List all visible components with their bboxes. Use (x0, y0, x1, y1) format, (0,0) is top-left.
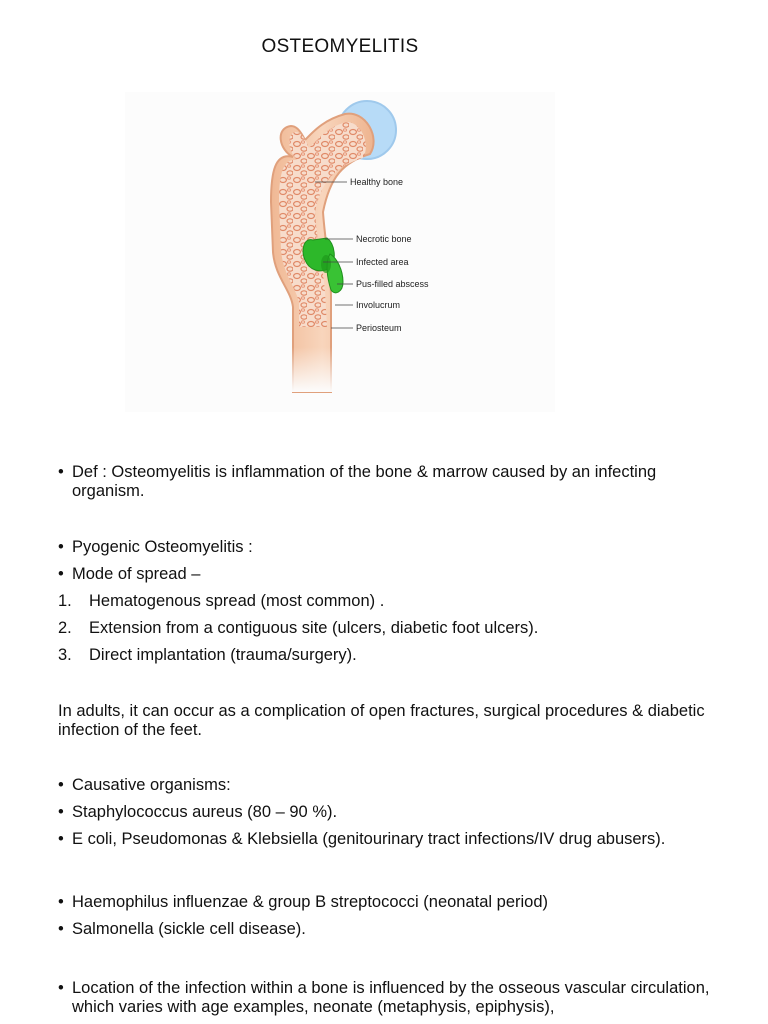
label-involucrum: Involucrum (356, 300, 401, 310)
pyogenic-section (58, 538, 718, 665)
page-title: OSTEOMYELITIS (261, 36, 419, 57)
pyogenic-heading: • Pyogenic Osteomyelitis : (58, 538, 718, 557)
other-organisms (58, 893, 718, 939)
organism-item: • Salmonella (sickle cell disease). (58, 920, 718, 939)
organism-item: • E coli, Pseudomonas & Klebsiella (genitourinary tract infections/IV drug abusers). (58, 830, 718, 849)
infected-core (321, 255, 331, 273)
mode-of-spread: • Mode of spread – (58, 565, 718, 584)
spread-item: 2. Extension from a contiguous site (ulcers, diabetic foot ulcers). (58, 619, 539, 637)
causative-heading: • Causative organisms: (58, 776, 718, 795)
label-periosteum: Periosteum (356, 323, 402, 333)
spread-item: 3. Direct implantation (trauma/surgery). (58, 646, 357, 664)
label-infected-area: Infected area (356, 257, 409, 267)
organism-item: • Haemophilus influenzae & group B streptococci (neonatal period) (58, 893, 718, 912)
causative-section (58, 776, 718, 849)
spread-item: 1. Hematogenous spread (most common) . (58, 592, 385, 610)
label-pus-abscess: Pus-filled abscess (356, 279, 429, 289)
location-item: • Location of the infection within a bone is influenced by the osseous vascular circulation, which varies with age examples, neonate (metaphysis, epiphysis), (58, 979, 718, 1017)
organism-item: • Staphylococcus aureus (80 – 90 %). (58, 803, 718, 822)
adults-paragraph: In adults, it can occur as a complication of open fractures, surgical procedures & diabetic infection of the feet. (58, 702, 705, 739)
definition-item: • Def : Osteomyelitis is inflammation of the bone & marrow caused by an infecting organism. (58, 463, 718, 501)
label-healthy-bone: Healthy bone (350, 177, 404, 187)
label-necrotic-bone: Necrotic bone (356, 234, 412, 244)
osteomyelitis-illustration (125, 92, 555, 412)
